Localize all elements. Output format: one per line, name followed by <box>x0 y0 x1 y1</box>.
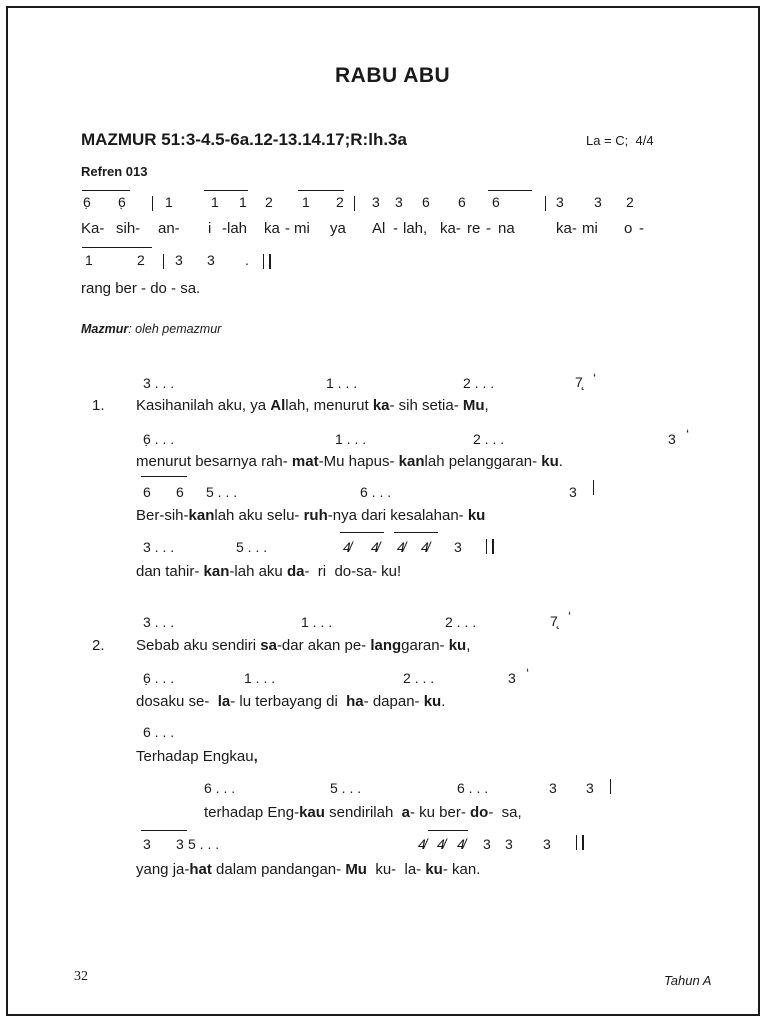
syllable: - <box>285 220 290 237</box>
syllable: na <box>498 220 515 237</box>
syllable: Al <box>372 220 386 237</box>
syllable: -lah <box>222 220 248 237</box>
note: ‘ <box>526 665 530 681</box>
note: 2 <box>336 194 344 210</box>
note: 3 <box>549 780 557 796</box>
note: 3 <box>483 836 491 852</box>
note: 2 . . . <box>403 670 435 686</box>
refren-label: Refren 013 <box>81 164 148 179</box>
note: 3 <box>668 431 676 447</box>
note: 1 <box>165 194 173 210</box>
note: 1 . . . <box>301 614 333 630</box>
note: 3 <box>505 836 513 852</box>
note: ‘ <box>593 370 597 386</box>
syllable: sih- <box>116 220 141 237</box>
note: 3 <box>508 670 516 686</box>
note: 6 . . . <box>360 484 392 500</box>
note: 3 <box>594 194 602 210</box>
note: 1 <box>239 194 247 210</box>
verse-2-line-2: dosaku se- la- lu terbayang di ha- dapan- ku. <box>136 693 446 710</box>
note: 1 . . . <box>335 431 367 447</box>
verse-1-line-2: menurut besarnya rah- mat-Mu hapus- kanlah pelanggaran- ku. <box>136 453 563 470</box>
note: 6 <box>458 194 466 210</box>
syllable: i <box>208 220 212 237</box>
note: 3 <box>556 194 564 210</box>
note: ‘ <box>568 608 572 624</box>
beat-underline <box>488 190 532 191</box>
note: 6̣ <box>118 194 126 210</box>
note: 4̸ <box>397 539 405 555</box>
syllable: lah, <box>403 220 428 237</box>
note: 1 <box>211 194 219 210</box>
note: . <box>245 252 249 268</box>
verse-1-line-3: Ber-sih-kanlah aku selu- ruh-nya dari kesalahan- ku <box>136 507 486 524</box>
note: 1 <box>85 252 93 268</box>
note: 5 . . . <box>236 539 268 555</box>
barline <box>163 254 164 269</box>
verse-number: 1. <box>92 397 105 414</box>
note: 6 <box>492 194 500 210</box>
verse-2-line-5: yang ja-hat dalam pandangan- Mu ku- la- ku- kan. <box>136 861 481 878</box>
beat-underline <box>298 190 344 191</box>
note: 3 <box>143 836 151 852</box>
note: 5 . . . <box>188 836 220 852</box>
beat-underline <box>82 190 130 191</box>
note: 3 . . . <box>143 614 175 630</box>
note: 2 <box>137 252 145 268</box>
note: 6 <box>176 484 184 500</box>
note: 3 <box>395 194 403 210</box>
note: 6 . . . <box>457 780 489 796</box>
mazmur-label-rest: : oleh pemazmur <box>128 322 222 336</box>
syllable: o <box>624 220 633 237</box>
note: 3 <box>454 539 462 555</box>
note: 6̣ <box>83 194 91 210</box>
verse-2-line-1: Sebab aku sendiri sa-dar akan pe- langgaran- ku, <box>136 637 471 654</box>
note: 4̸ <box>457 836 465 852</box>
barline <box>545 196 546 211</box>
barline <box>593 480 594 495</box>
beat-underline <box>82 247 152 248</box>
note: 3 . . . <box>143 375 175 391</box>
verse-number: 2. <box>92 637 105 654</box>
note: 3 <box>176 836 184 852</box>
note: 6̣ . . . <box>143 670 175 686</box>
note: 4̸ <box>418 836 426 852</box>
note: 6 <box>143 484 151 500</box>
note: 6 . . . <box>143 724 175 740</box>
syllable: ka- <box>556 220 577 237</box>
mazmur-label <box>81 323 221 336</box>
hymn-page <box>6 6 760 1016</box>
note: 4̸ <box>371 539 379 555</box>
syllable: ka <box>264 220 280 237</box>
verse-2-line-4: terhadap Eng-kau sendirilah a- ku ber- do- sa, <box>204 804 522 821</box>
note: 2 . . . <box>463 375 495 391</box>
note: 1 . . . <box>326 375 358 391</box>
note: 6̣ . . . <box>143 431 175 447</box>
note: 2 . . . <box>445 614 477 630</box>
note: ‘ <box>686 426 690 442</box>
syllable: re <box>467 220 481 237</box>
mazmur-label-bold: Mazmur <box>81 322 129 336</box>
note: 3 . . . <box>143 539 175 555</box>
barline <box>152 196 153 211</box>
syllable: - <box>393 220 398 237</box>
page-number: 32 <box>74 969 88 984</box>
year-label: Tahun A <box>664 973 712 988</box>
note: 4̸ <box>421 539 429 555</box>
syllable: mi <box>294 220 310 237</box>
key-signature: La = C; 4/4 <box>586 133 654 148</box>
refren-lyrics-line-2: rang ber - do - sa. <box>81 280 201 297</box>
beat-underline <box>141 830 187 831</box>
verse-2-line-3: Terhadap Engkau, <box>136 748 258 765</box>
note: 3 <box>543 836 551 852</box>
beat-underline <box>141 476 187 477</box>
note: 7̨ <box>575 374 583 390</box>
verse-1-line-4: dan tahir- kan-lah aku da- ri do-sa- ku! <box>136 563 402 580</box>
beat-underline <box>428 830 468 831</box>
final-barline <box>576 835 584 850</box>
note: 3 <box>372 194 380 210</box>
note: 6 <box>422 194 430 210</box>
beat-underline <box>204 190 248 191</box>
verse-1-line-1: Kasihanilah aku, ya Allah, menurut ka- sih setia- Mu, <box>136 397 489 414</box>
note: 5 . . . <box>330 780 362 796</box>
barline <box>354 196 355 211</box>
final-barline <box>486 539 494 554</box>
syllable: an- <box>158 220 180 237</box>
syllable: ya <box>330 220 346 237</box>
note: 6 . . . <box>204 780 236 796</box>
note: 2 <box>626 194 634 210</box>
note: 2 . . . <box>473 431 505 447</box>
beat-underline <box>340 532 384 533</box>
note: 2 <box>265 194 273 210</box>
syllable: Ka- <box>81 220 105 237</box>
note: 5 . . . <box>206 484 238 500</box>
note: 1 <box>302 194 310 210</box>
note: 7̨ <box>550 613 558 629</box>
note: 4̸ <box>343 539 351 555</box>
syllable: mi <box>582 220 598 237</box>
note: 3 <box>175 252 183 268</box>
note: 3 <box>207 252 215 268</box>
note: 4̸ <box>437 836 445 852</box>
syllable: - <box>639 220 644 237</box>
page-title: RABU ABU <box>335 64 451 87</box>
note: 3 <box>569 484 577 500</box>
note: 3 <box>586 780 594 796</box>
psalm-reference: MAZMUR 51:3-4.5-6a.12-13.14.17;R:lh.3a <box>81 130 407 149</box>
note: 1 . . . <box>244 670 276 686</box>
syllable: - <box>486 220 491 237</box>
final-barline <box>263 254 271 269</box>
barline <box>610 779 611 794</box>
beat-underline <box>394 532 438 533</box>
syllable: ka- <box>440 220 461 237</box>
